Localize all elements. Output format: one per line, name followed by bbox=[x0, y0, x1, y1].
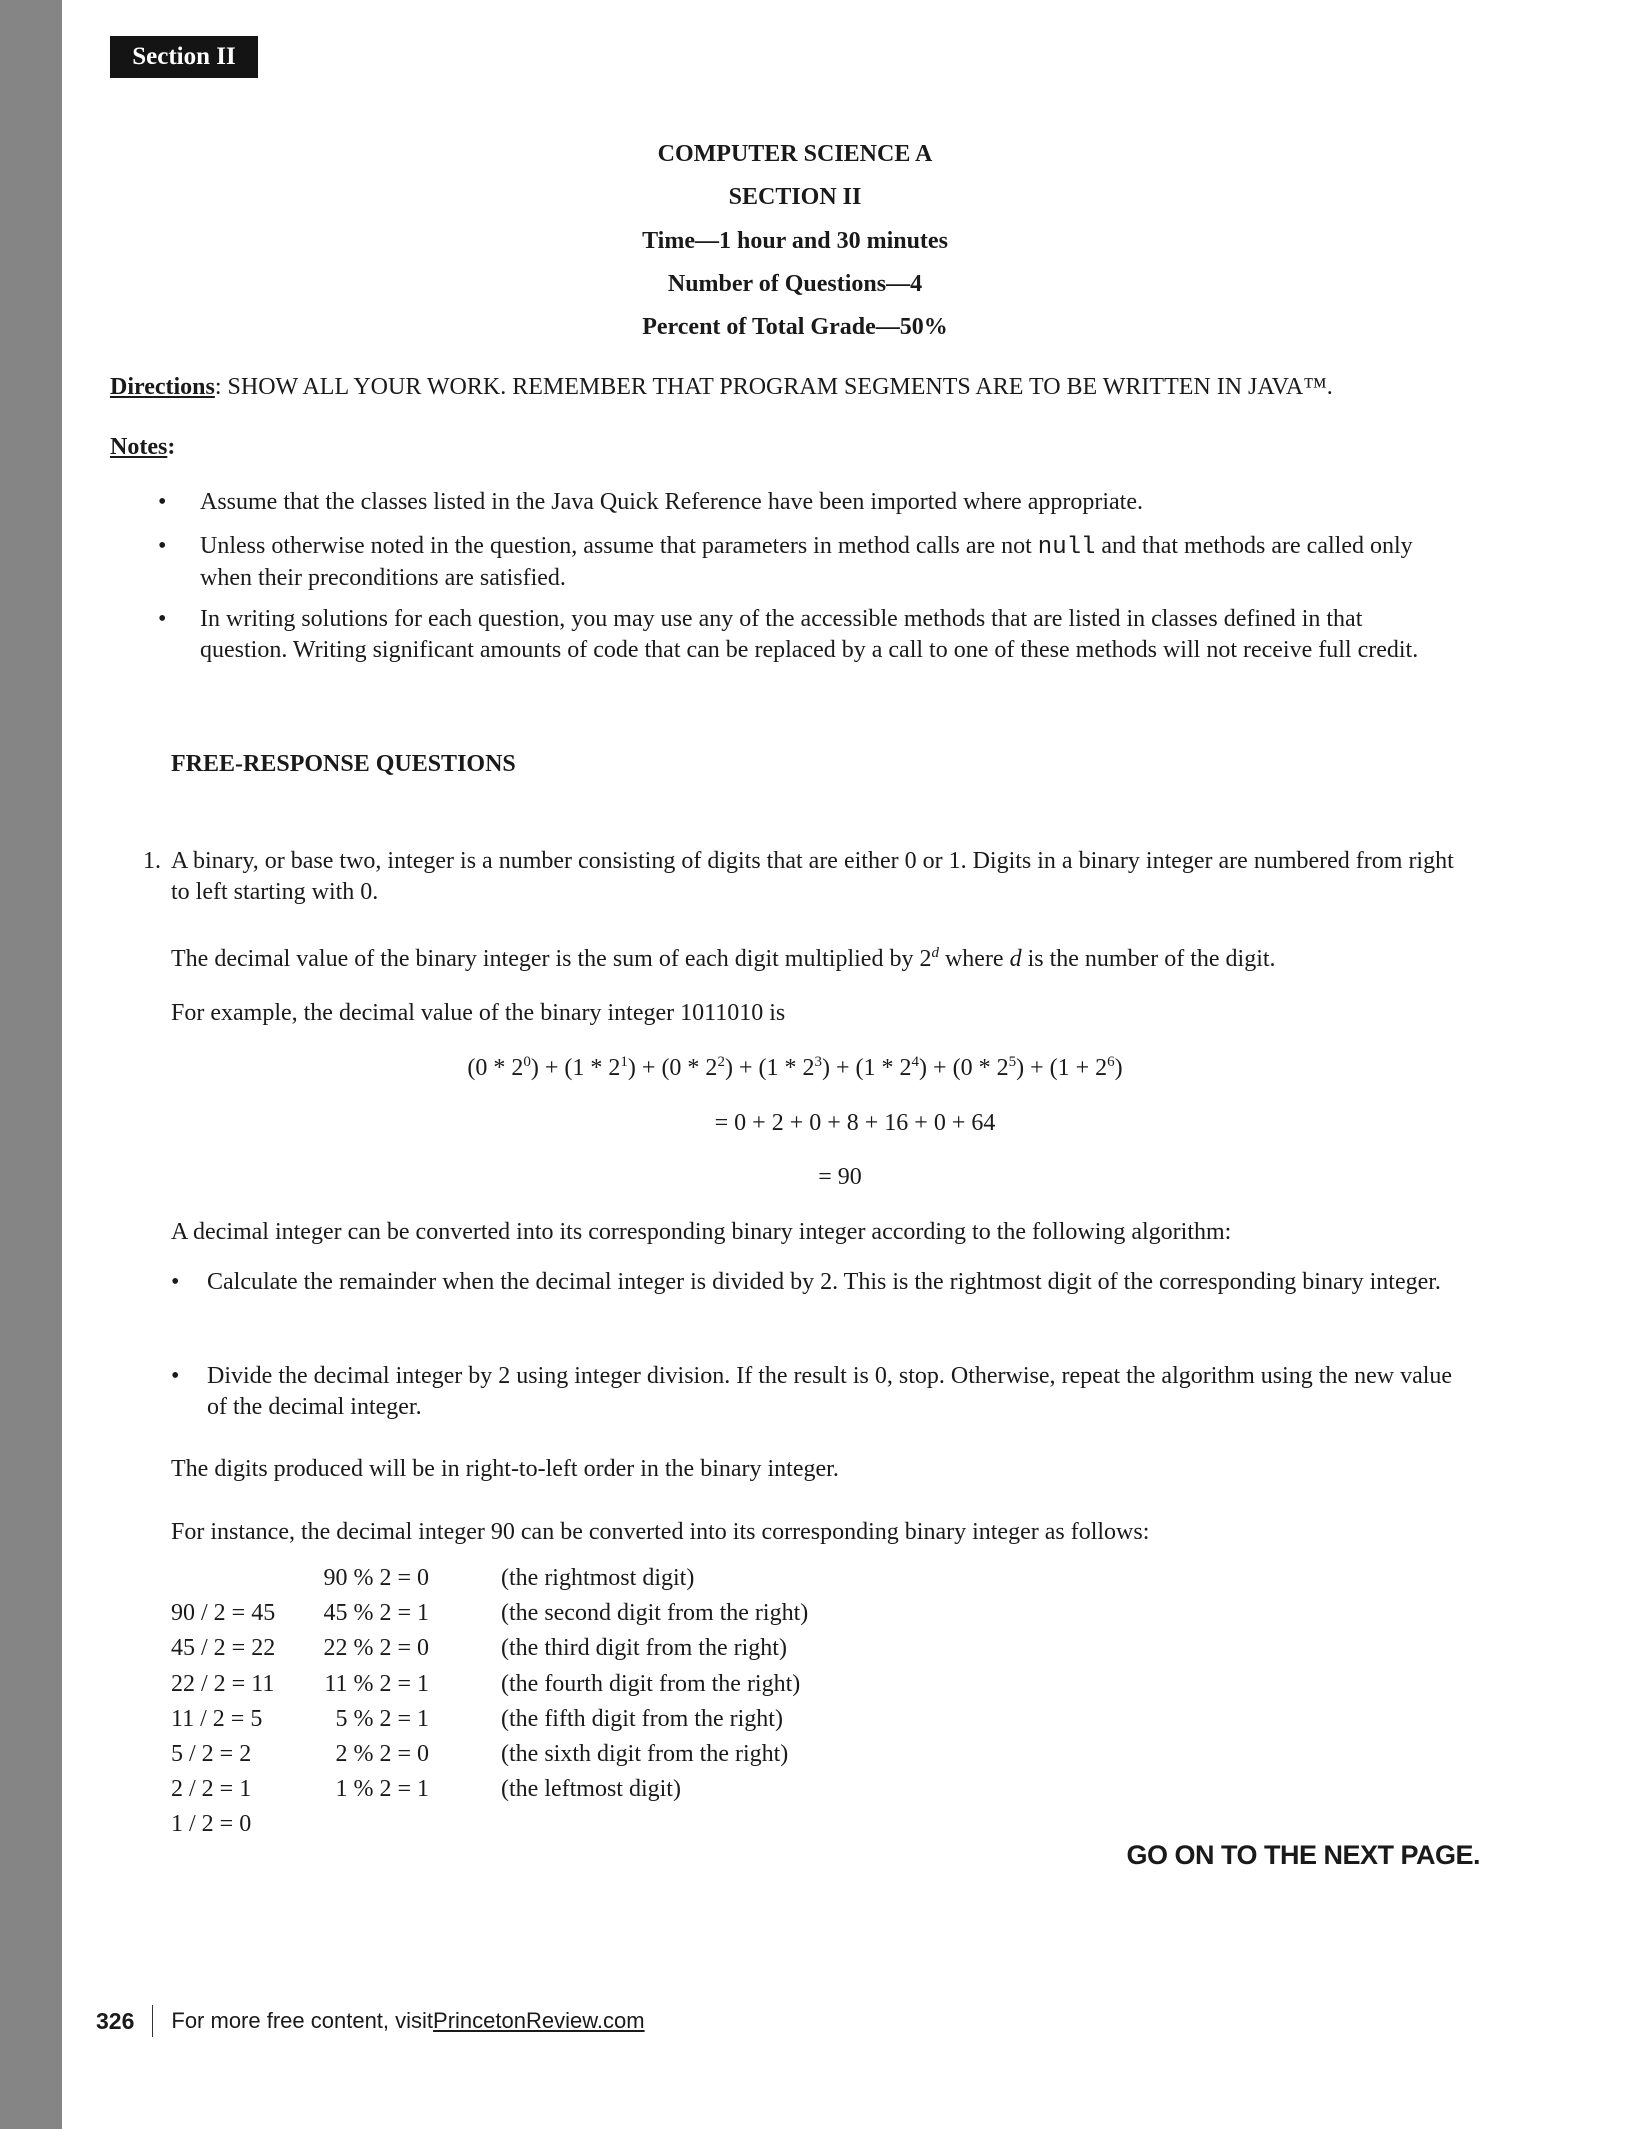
next-page-notice: GO ON TO THE NEXT PAGE. bbox=[1126, 1840, 1480, 1870]
question-intro: A binary, or base two, integer is a number consisting of digits that are either 0 or 1. Digits in a binary integer are numbered from right to left starting with 0. bbox=[171, 848, 1454, 905]
division-cell: 5 / 2 = 2 bbox=[171, 1741, 252, 1767]
digit-note-cell: (the second digit from the right) bbox=[501, 1600, 809, 1627]
exam-time: Time—1 hour and 30 minutes bbox=[642, 228, 948, 254]
algorithm-step: Calculate the remainder when the decimal integer is divided by 2. This is the rightmost digit of the corresponding binary integer. bbox=[207, 1269, 1441, 1295]
princeton-review-link[interactable]: PrincetonReview.com bbox=[433, 2008, 645, 2033]
instance-intro: For instance, the decimal integer 90 can be converted into its corresponding binary integer as follows: bbox=[171, 1519, 1150, 1545]
bullet-icon: • bbox=[158, 533, 167, 559]
formula-term: $(0 * 2^5)$ bbox=[952, 1054, 1025, 1081]
remainder-cell: 45 % 2 = 1 bbox=[323, 1600, 429, 1627]
formula-term: $(1 + 2^6)$ bbox=[1049, 1054, 1123, 1081]
note-item: In writing solutions for each question, you may use any of the accessible methods that are listed in classes defined in that question. Writing significant amounts of code that can be replaced by a call to one of these methods will not receive full credit. bbox=[200, 606, 1419, 663]
sum-line: = 0 + 2 + 0 + 8 + 16 + 0 + 64 bbox=[714, 1110, 996, 1136]
digit-note-cell: (the fourth digit from the right) bbox=[501, 1670, 801, 1697]
algorithm-step: Divide the decimal integer by 2 using integer division. If the result is 0, stop. Otherwise, repeat the algorithm using the new value of the decimal integer. bbox=[207, 1363, 1453, 1420]
exam-section: SECTION II bbox=[728, 184, 862, 210]
division-cell: 2 / 2 = 1 bbox=[171, 1776, 252, 1803]
division-cell: 11 / 2 = 5 bbox=[171, 1705, 263, 1732]
notes-label: Notes bbox=[110, 434, 168, 460]
remainder-cell: 1 % 2 = 1 bbox=[335, 1776, 429, 1803]
bullet-icon: • bbox=[158, 489, 167, 515]
exam-questions: Number of Questions—4 bbox=[667, 271, 923, 297]
footer bbox=[96, 2005, 645, 2037]
footer-divider bbox=[152, 2005, 153, 2037]
digit-note-cell: (the rightmost digit) bbox=[501, 1565, 695, 1591]
formula-line: $(0 * 2^0) + (1 * 2^1) + (0 * 2^2) + (1 * 2^3) + (1 * 2^4) + (0 * 2^5) + (1 + 2^6)$ bbox=[467, 1054, 1123, 1081]
formula-term: $(0 * 2^0)$ bbox=[467, 1054, 539, 1081]
bullet-icon: • bbox=[158, 606, 167, 632]
note-item: Unless otherwise noted in the question, assume that parameters in method calls are not null and that methods are called only when their preconditions are satisfied. bbox=[200, 533, 1413, 591]
order-note: The digits produced will be in right-to-left order in the binary integer. bbox=[171, 1456, 839, 1482]
division-cell: 45 / 2 = 22 bbox=[171, 1635, 276, 1662]
division-cell: 22 / 2 = 11 bbox=[171, 1670, 275, 1697]
digit-note-cell: (the fifth digit from the right) bbox=[501, 1705, 783, 1732]
directions bbox=[110, 372, 1333, 403]
algorithm-intro: A decimal integer can be converted into its corresponding binary integer according to the following algorithm: bbox=[171, 1219, 1232, 1245]
remainder-cell: 2 % 2 = 0 bbox=[335, 1741, 429, 1767]
digit-note-cell: (the leftmost digit) bbox=[501, 1776, 681, 1803]
formula-term: $(1 * 2^4)$ bbox=[855, 1054, 928, 1081]
directions-label: Directions bbox=[110, 374, 215, 400]
result-line: = 90 bbox=[818, 1164, 862, 1190]
note-item: Assume that the classes listed in the Java Quick Reference have been imported where appropriate. bbox=[200, 489, 1143, 515]
question-number: 1. bbox=[143, 848, 161, 874]
division-cell: 1 / 2 = 0 bbox=[171, 1811, 252, 1838]
example-text: For example, the decimal value of the binary integer 1011010 is bbox=[171, 1000, 786, 1026]
page-number: 326 bbox=[96, 2007, 135, 2034]
bullet-icon: • bbox=[171, 1363, 180, 1389]
remainder-cell: 22 % 2 = 0 bbox=[323, 1635, 429, 1662]
exam-percent: Percent of Total Grade—50% bbox=[642, 314, 948, 340]
remainder-cell: 90 % 2 = 0 bbox=[323, 1565, 429, 1591]
directions-text: : SHOW ALL YOUR WORK. REMEMBER THAT PROGRAM SEGMENTS ARE TO BE WRITTEN IN JAVA™. bbox=[214, 374, 1333, 400]
remainder-cell: 11 % 2 = 1 bbox=[324, 1670, 429, 1697]
section-tab: Section II bbox=[110, 36, 258, 78]
exam-title: COMPUTER SCIENCE A bbox=[657, 141, 933, 167]
digit-note-cell: (the third digit from the right) bbox=[501, 1635, 787, 1662]
notes-heading: Notes: bbox=[110, 434, 176, 460]
remainder-cell: 5 % 2 = 1 bbox=[335, 1705, 429, 1732]
frq-heading: FREE-RESPONSE QUESTIONS bbox=[171, 751, 516, 777]
decimal-value-text: The decimal value of the binary integer is the sum of each digit multiplied by 2$^d$ where d is the number of the digit. bbox=[171, 945, 1276, 972]
digit-note-cell: (the sixth digit from the right) bbox=[501, 1741, 789, 1767]
formula-term: $(0 * 2^2)$ bbox=[661, 1054, 733, 1081]
footer-text: For more free content, visit bbox=[171, 2008, 434, 2033]
division-cell: 90 / 2 = 45 bbox=[171, 1600, 276, 1627]
formula-term: $(1 * 2^1)$ bbox=[564, 1054, 636, 1081]
formula-term: $(1 * 2^3)$ bbox=[758, 1054, 830, 1081]
bullet-icon: • bbox=[171, 1269, 180, 1295]
